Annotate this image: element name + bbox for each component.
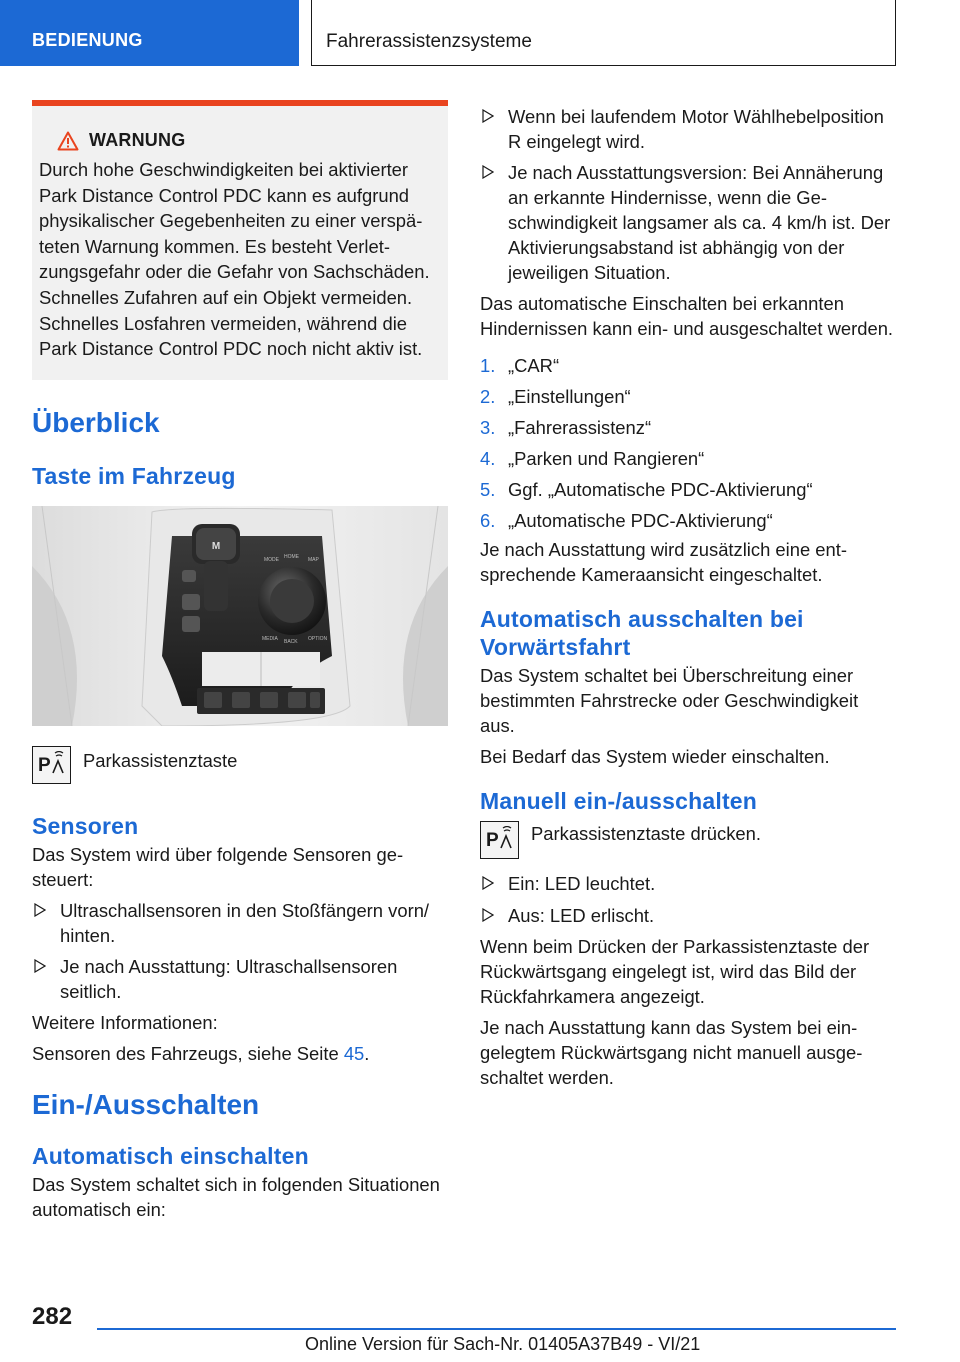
auto-on-item-2: Je nach Ausstattungsversion: Bei Annäherung an erkannte Hindernisse, wenn die Geschwindigkeit langsamer als ca. 4 km/h ist. Der Aktivierungsabstand ist abhängig von der jeweiligen Situation. (508, 162, 891, 283)
button-caption: Parkassistenztaste (83, 749, 238, 771)
auto-off-heading: Automatisch ausschalten bei Vorwärtsfahrt (480, 606, 804, 660)
park-assist-button-icon (32, 746, 71, 784)
sensor-item-1: Ultraschallsensoren in den Stoßfängern vorn/ hinten. (60, 899, 430, 946)
button-heading: Taste im Fahrzeug (32, 462, 236, 489)
list-item (480, 160, 896, 285)
warning-box (32, 100, 448, 380)
photo-label-home: HOME (284, 553, 299, 560)
photo-label-media: MEDIA (262, 635, 278, 642)
list-item (480, 446, 896, 471)
manual-caption: Parkassistenztaste drücken. (531, 823, 761, 844)
sensors-reference (32, 1041, 448, 1066)
reference-text: Sensoren des Fahrzeugs, siehe Seite (32, 1042, 344, 1064)
step-text: „CAR“ (508, 355, 560, 376)
warning-triangle-icon (57, 131, 79, 151)
header-section (0, 0, 299, 66)
button-caption-row (32, 746, 448, 784)
step-text: „Fahrerassistenz“ (508, 417, 652, 438)
manual-heading: Manuell ein-/ausschalten (480, 788, 758, 814)
step-number: 1. (480, 355, 496, 376)
header-section-label: BEDIENUNG (32, 30, 143, 50)
footer-rule (97, 1328, 896, 1330)
warning-text: Durch hohe Geschwindigkeiten bei aktivierter Park Distance Control PDC kann es aufgrund physikalischer Gegebenheiten zu einer verspäteten Warnung kommen. Es besteht Verletzungsgefahr oder die Gefahr von Sachschäden. Schnelles Zufahren auf ein Objekt vermeiden. Schnelles Losfahren vermeiden, während die Park Distance Control PDC noch nicht aktiv ist. (39, 159, 430, 360)
sensors-intro: Das System wird über folgende Sensoren gesteuert: (32, 843, 404, 890)
triangle-bullet-icon (482, 876, 494, 890)
sensors-more-label: Weitere Informationen: (32, 1011, 218, 1033)
list-item (480, 508, 896, 533)
console-photo (32, 506, 448, 726)
list-item (480, 871, 896, 896)
settings-steps (480, 353, 896, 533)
photo-label-option: OPTION (308, 635, 328, 642)
sensors-heading: Sensoren (32, 812, 139, 839)
reverse-text-2: Je nach Ausstattung kann das System bei eingelegtem Rückwärtsgang nicht manuell ausgeschaltet werden. (480, 1017, 863, 1088)
list-item (480, 104, 896, 154)
svg-text:P: P (485, 830, 499, 851)
triangle-bullet-icon (34, 959, 46, 973)
list-item (480, 477, 896, 502)
header-chapter (311, 0, 896, 66)
onoff-heading: Ein-/Ausschalten (32, 1088, 260, 1120)
step-number: 2. (480, 386, 496, 407)
auto-on-item-1: Wenn bei laufendem Motor Wählhebelposition R eingelegt wird. (508, 106, 884, 152)
warning-title: WARNUNG (89, 130, 186, 150)
sensor-item-2: Je nach Ausstattung: Ultraschallsensoren seitlich. (60, 955, 398, 1002)
photo-label-mode: MODE (264, 556, 279, 563)
reference-end: . (364, 1042, 370, 1064)
list-item (480, 384, 896, 409)
auto-on-intro: Das System schaltet sich in folgenden Situationen automatisch ein: (32, 1173, 440, 1220)
manual-item-on: Ein: LED leuchtet. (508, 873, 656, 894)
svg-text:M: M (211, 540, 221, 552)
left-column (32, 100, 448, 1222)
svg-text:P: P (37, 754, 51, 776)
sensors-list (32, 898, 448, 1004)
console-illustration (32, 506, 448, 726)
triangle-bullet-icon (482, 109, 494, 123)
header-chapter-label: Fahrerassistenzsysteme (326, 31, 532, 52)
camera-text: Je nach Ausstattung wird zusätzlich eine entsprechende Kameraansicht eingeschaltet. (480, 539, 847, 585)
step-text: „Automatische PDC-Aktivierung“ (508, 510, 773, 531)
page-number: 282 (32, 1303, 73, 1330)
footer-online-version: Online Version für Sach-Nr. 01405A37B49 - VI/21 (305, 1334, 701, 1354)
step-text: „Einstellungen“ (508, 386, 631, 407)
auto-on-list (480, 104, 896, 285)
list-item (480, 903, 896, 928)
list-item (480, 353, 896, 378)
auto-off-text-2: Bei Bedarf das System wieder einschalten. (480, 746, 830, 767)
auto-off-text: Das System schaltet bei Überschreitung einer bestimmten Fahrstrecke oder Geschwindigkeit aus. (480, 665, 859, 736)
page-reference-link[interactable]: 45 (343, 1042, 365, 1064)
manual-list (480, 871, 896, 928)
list-item (480, 415, 896, 440)
list-item (32, 954, 448, 1004)
reverse-text: Wenn beim Drücken der Parkassistenztaste der Rückwärtsgang eingelegt ist, wird das Bild der Rückfahrkamera angezeigt. (480, 936, 870, 1007)
manual-item-off: Aus: LED erlischt. (508, 905, 655, 926)
manual-caption-row (480, 821, 896, 859)
auto-on-heading: Automatisch einschalten (32, 1142, 309, 1169)
triangle-bullet-icon (34, 903, 46, 917)
overview-heading: Überblick (32, 406, 160, 438)
step-number: 6. (480, 510, 496, 531)
warning-header (57, 128, 440, 153)
park-assist-button-icon (480, 821, 519, 859)
triangle-bullet-icon (482, 908, 494, 922)
step-number: 5. (480, 479, 496, 500)
auto-obstacle-text: Das automatische Einschalten bei erkannten Hindernissen kann ein- und ausgeschaltet werden. (480, 293, 894, 339)
step-text: „Parken und Rangieren“ (508, 448, 705, 469)
photo-label-map: MAP (308, 556, 319, 563)
photo-label-back: BACK (284, 638, 298, 645)
step-text: Ggf. „Automatische PDC-Aktivierung“ (508, 479, 813, 500)
list-item (32, 898, 448, 948)
step-number: 3. (480, 417, 496, 438)
step-number: 4. (480, 448, 496, 469)
right-column (480, 104, 896, 1090)
triangle-bullet-icon (482, 165, 494, 179)
